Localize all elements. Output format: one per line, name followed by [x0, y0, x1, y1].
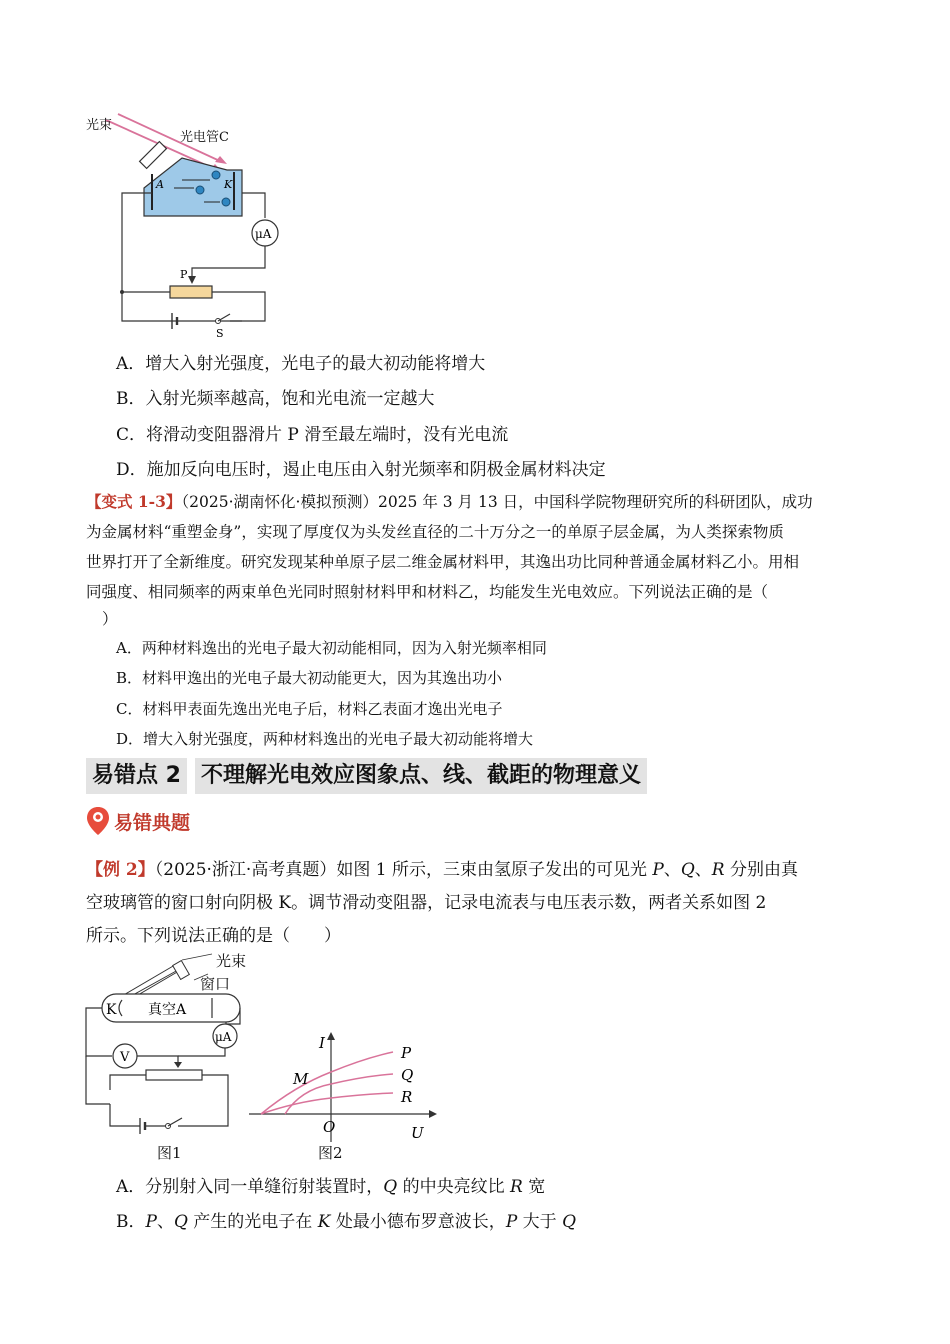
variant-line-4: 同强度、相同频率的两束单色光同时照射材料甲和材料乙，均能发生光电效应。下列说法正确的是（ [86, 583, 769, 601]
q2-option-a[interactable]: A．分别射入同一单缝衍射装置时，Q 的中央亮纹比 R 宽 [116, 1177, 546, 1197]
example-line-2: 空玻璃管的窗口射向阴极 K。调节滑动变阻器，记录电流表与电压表示数，两者关系如图 2 [86, 893, 767, 913]
variant-line-2: 为金属材料“重塑金身”，实现了厚度仅为头发丝直径的二十万分之一的单原子层金属，为人类探索物质 [86, 523, 784, 541]
q1-option-a[interactable]: A．增大入射光强度，光电子的最大初动能将增大 [116, 354, 486, 374]
fig1-window-label: 窗口 [200, 975, 231, 993]
light-beam-label: 光束 [86, 118, 113, 133]
phototube-label: 光电管C [180, 130, 229, 145]
variant-line-1: 【变式 1-3】（2025·湖南怀化·模拟预测）2025 年 3 月 13 日，中国科学院物理研究所的科研团队，成功 [86, 492, 813, 511]
figure-2-iu-graph [245, 1030, 445, 1145]
fig2-curve-q-label: Q [401, 1066, 414, 1084]
section-label: 易错点 2 [86, 758, 187, 794]
microammeter-label: μA [255, 227, 272, 241]
slider-label: P [180, 268, 188, 281]
variant-option-a[interactable]: A．两种材料逸出的光电子最大初动能相同，因为入射光频率相同 [116, 639, 547, 657]
example-line-3: 所示。下列说法正确的是（ ） [86, 926, 341, 946]
fig2-curve-p-label: P [401, 1044, 412, 1062]
fig2-x-axis-label: U [411, 1124, 424, 1142]
curve-p [261, 1052, 393, 1114]
example-tag: 【例 2】 [86, 860, 155, 880]
section-title: 不理解光电效应图象点、线、截距的物理意义 [195, 758, 647, 794]
variant-option-b[interactable]: B．材料甲逸出的光电子最大初动能更大，因为其逸出功小 [116, 669, 503, 687]
switch-label: S [216, 327, 224, 340]
fig1-voltmeter-label: V [120, 1050, 130, 1065]
fig2-y-axis-label: I [319, 1034, 325, 1052]
cathode-label: K [224, 178, 233, 191]
curve-r [261, 1093, 393, 1114]
fig2-origin-label: O [323, 1118, 336, 1136]
anode-label: A [156, 178, 164, 191]
variant-source: （2025·湖南怀化·模拟预测） [181, 493, 378, 511]
example-line-1: 【例 2】（2025·浙江·高考真题）如图 1 所示，三束由氢原子发出的可见光 P、Q、R 分别由真 [86, 860, 798, 880]
q1-option-d[interactable]: D．施加反向电压时，遏止电压由入射光频率和阴极金属材料决定 [116, 460, 606, 480]
fig1-caption: 图1 [157, 1144, 182, 1162]
q1-option-b[interactable]: B．入射光频率越高，饱和光电流一定越大 [116, 389, 435, 409]
fig2-point-m-label: M [293, 1070, 309, 1088]
typical-header [86, 806, 190, 836]
q1-option-c[interactable]: C．将滑动变阻器滑片 P 滑至最左端时，没有光电流 [116, 425, 509, 445]
section-header [86, 758, 647, 794]
fig1-cathode-label: K [106, 1002, 117, 1018]
variant-tag: 【变式 1-3】 [86, 492, 182, 511]
variant-option-c[interactable]: C．材料甲表面先逸出光电子后，材料乙表面才逸出光电子 [116, 700, 503, 718]
fig1-ammeter-label: μA [215, 1030, 232, 1044]
q2-option-b[interactable]: B．P、Q 产生的光电子在 K 处最小德布罗意波长，P 大于 Q [116, 1212, 577, 1232]
variant-line-3: 世界打开了全新维度。研究发现某种单原子层二维金属材料甲，其逸出功比同种普通金属材料乙小。用相 [86, 553, 800, 571]
fig2-caption: 图2 [318, 1144, 343, 1162]
location-pin-icon [86, 806, 110, 836]
variant-line-5: ） [102, 610, 118, 628]
fig2-curve-r-label: R [401, 1088, 413, 1106]
variant-option-d[interactable]: D．增大入射光强度，两种材料逸出的光电子最大初动能将增大 [116, 730, 534, 748]
fig1-vacuum-label: 真空A [148, 1002, 187, 1018]
typical-label: 易错典题 [114, 811, 191, 834]
fig1-light-beam-label: 光束 [216, 952, 247, 970]
